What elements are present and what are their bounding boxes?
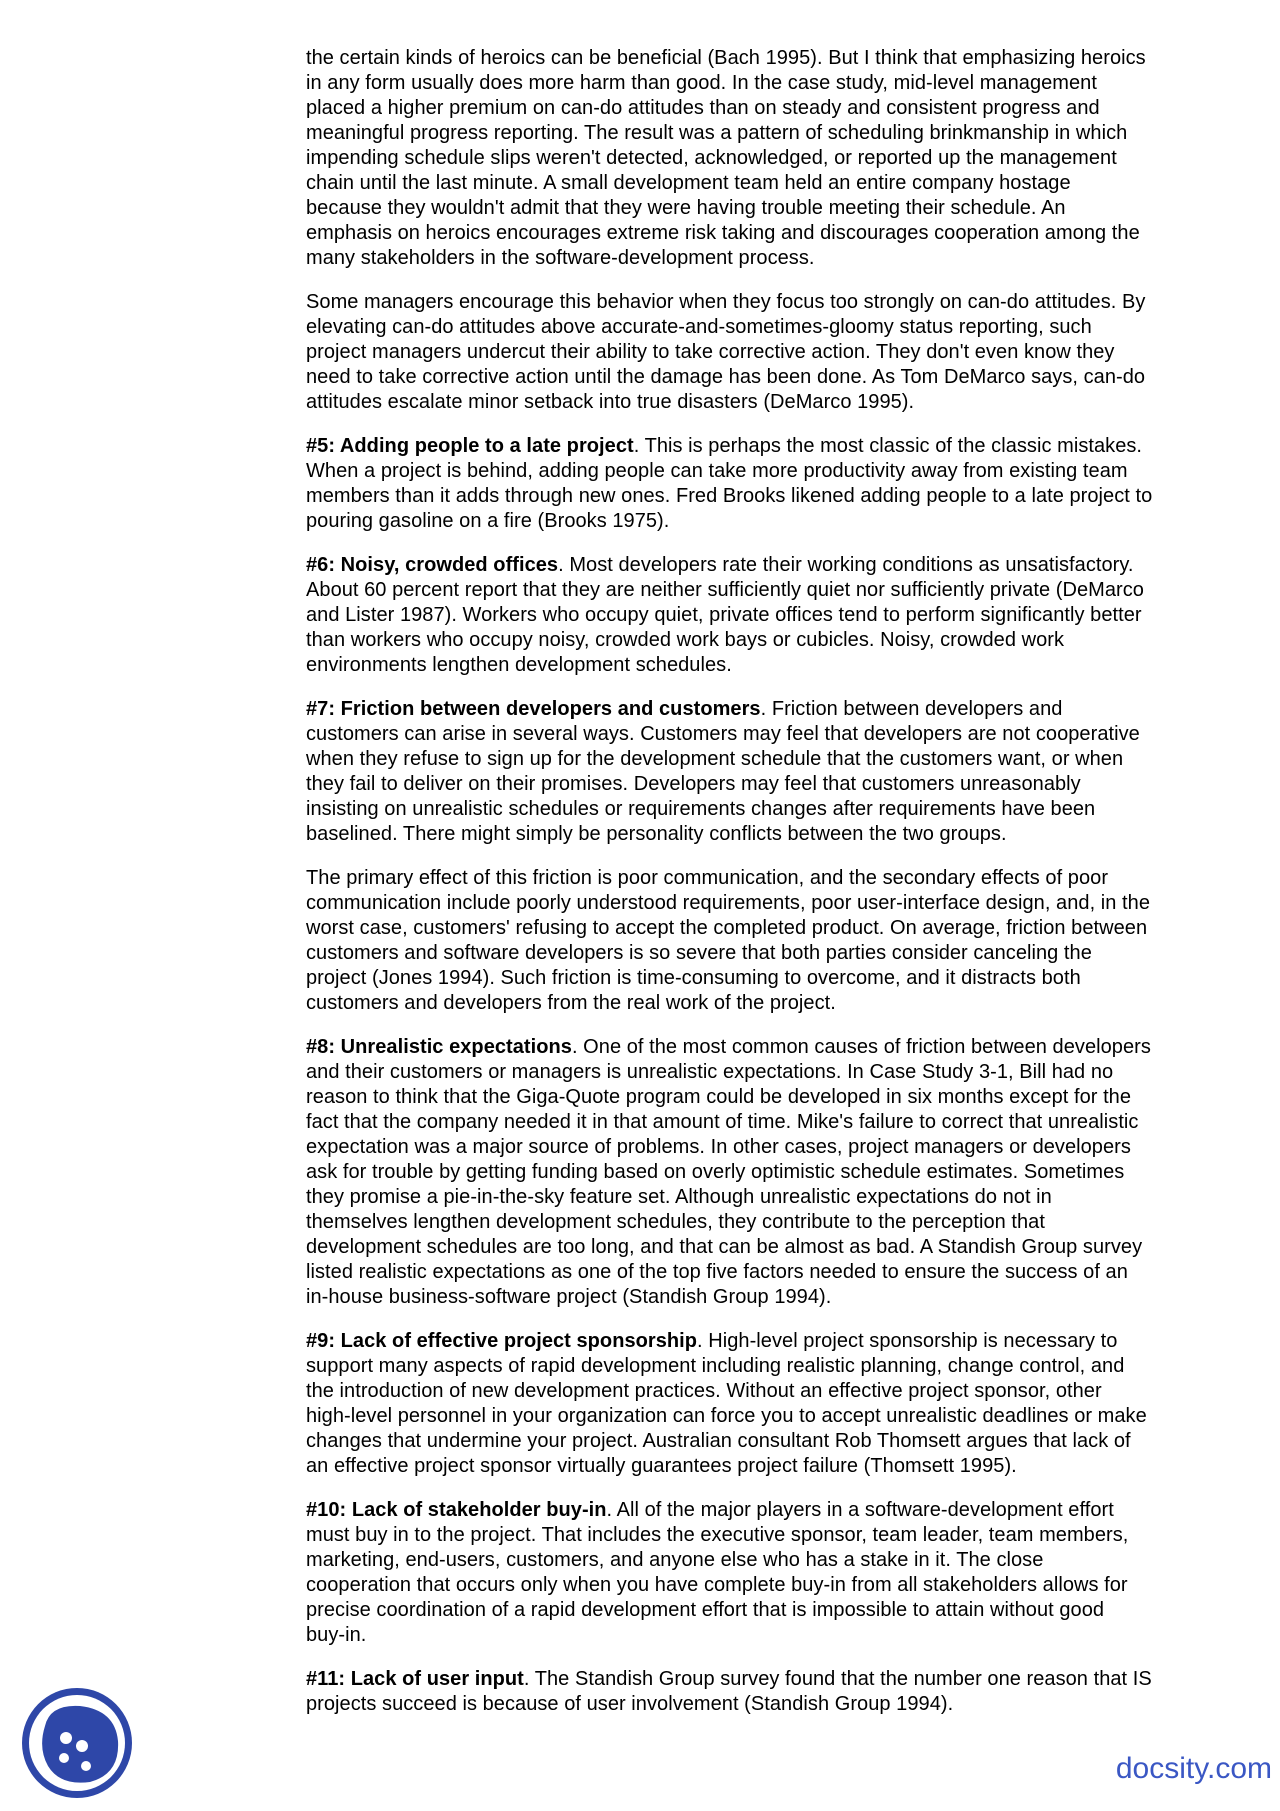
paragraph xyxy=(306,866,1214,1016)
paragraph xyxy=(306,1667,1214,1717)
paragraph-heading: #10: Lack of stakeholder buy-in xyxy=(306,1499,607,1521)
paragraph-heading: #5: Adding people to a late project xyxy=(306,435,634,457)
paragraph xyxy=(306,290,1214,415)
paragraph-text: . The Standish Group survey found that the number one reason that IS projects succeed is because of user involvement (Standish Group 1994). xyxy=(306,1668,1152,1715)
paragraph-text: . Most developers rate their working conditions as unsatisfactory. About 60 percent report that they are neither sufficiently quiet nor sufficiently private (DeMarco and Lister 1987). Workers who occupy quiet, private offices tend to perform significantly better than workers who occupy noisy, crowded work bays or cubicles. Noisy, crowded work environments lengthen development schedules. xyxy=(306,554,1144,676)
document-body xyxy=(306,46,1214,1717)
paragraph xyxy=(306,1035,1214,1310)
paragraph-heading: #8: Unrealistic expectations xyxy=(306,1036,572,1058)
paragraph-text: . All of the major players in a software-development effort must buy in to the project. That includes the executive sponsor, team leader, team members, marketing, end-users, customers, and anyone else who has a stake in it. The close cooperation that occurs only when you have complete buy-in from all stakeholders allows for precise coordination of a rapid development effort that is impossible to attain without good buy-in. xyxy=(306,1499,1129,1646)
paragraph xyxy=(306,553,1214,678)
paragraph-heading: #11: Lack of user input xyxy=(306,1668,524,1690)
paragraph xyxy=(306,1498,1214,1648)
paragraph xyxy=(306,46,1214,271)
paragraph-text: . Friction between developers and customers can arise in several ways. Customers may feel that developers are not cooperative when they refuse to sign up for the development schedule that the customers want, or when they fail to deliver on their promises. Developers may feel that customers unreasonably insisting on unrealistic schedules or requirements changes after requirements have been baselined. There might simply be personality conflicts between the two groups. xyxy=(306,698,1140,845)
paragraph xyxy=(306,1329,1214,1479)
paragraph-heading: #6: Noisy, crowded offices xyxy=(306,554,559,576)
paragraph-text: . High-level project sponsorship is necessary to support many aspects of rapid development including realistic planning, change control, and the introduction of new development practices. Without an effective project sponsor, other high-level personnel in your organization can force you to accept unrealistic deadlines or make changes that undermine your project. Australian consultant Rob Thomsett argues that lack of an effective project sponsor virtually guarantees project failure (Thomsett 1995). xyxy=(306,1330,1147,1477)
paragraph-heading: #7: Friction between developers and customers xyxy=(306,698,761,720)
paragraph-text: The primary effect of this friction is poor communication, and the secondary effects of poor communication include poorly understood requirements, poor user-interface design, and, in the worst case, customers' refusing to accept the completed product. On average, friction between customers and software developers is so severe that both parties consider canceling the project (Jones 1994). Such friction is time-consuming to overcome, and it distracts both customers and developers from the real work of the project. xyxy=(306,867,1151,1014)
document-page xyxy=(306,46,1214,1746)
docsity-brand-link[interactable]: docsity.com xyxy=(1115,1752,1272,1785)
paragraph xyxy=(306,434,1214,534)
paragraph-heading: #9: Lack of effective project sponsorship xyxy=(306,1330,698,1352)
paragraph-text: the certain kinds of heroics can be beneficial (Bach 1995). But I think that emphasizing heroics in any form usually does more harm than good. In the case study, mid-level management placed a higher premium on can-do attitudes than on steady and consistent progress and meaningful progress reporting. The result was a pattern of scheduling brinkmanship in which impending schedule slips weren't detected, acknowledged, or reported up the management chain until the last minute. A small development team held an entire company hostage because they wouldn't admit that they were having trouble meeting their schedule. An emphasis on heroics encourages extreme risk taking and discourages cooperation among the many stakeholders in the software-development process. xyxy=(306,47,1146,269)
paragraph-text: Some managers encourage this behavior when they focus too strongly on can-do attitudes. By elevating can-do attitudes above accurate-and-sometimes-gloomy status reporting, such project managers undercut their ability to take corrective action. They don't even know they need to take corrective action until the damage has been done. As Tom DeMarco says, can-do attitudes escalate minor setback into true disasters (DeMarco 1995). xyxy=(306,291,1146,413)
paragraph-text: . One of the most common causes of friction between developers and their customers or managers is unrealistic expectations. In Case Study 3-1, Bill had no reason to think that the Giga-Quote program could be developed in six months except for the fact that the company needed it in that amount of time. Mike's failure to correct that unrealistic expectation was a major source of problems. In other cases, project managers or developers ask for trouble by getting funding based on overly optimistic schedule estimates. Sometimes they promise a pie-in-the-sky feature set. Although unrealistic expectations do not in themselves lengthen development schedules, they contribute to the perception that development schedules are too long, and that can be almost as bad. A Standish Group survey listed realistic expectations as one of the top five factors needed to ensure the success of an in-house business-software project (Standish Group 1994). xyxy=(306,1036,1151,1308)
paragraph-text: . This is perhaps the most classic of the classic mistakes. When a project is behind, adding people can take more productivity away from existing team members than it adds through new ones. Fred Brooks likened adding people to a late project to pouring gasoline on a fire (Brooks 1975). xyxy=(306,435,1153,532)
docsity-ladybug-logo-icon[interactable] xyxy=(20,1686,135,1801)
paragraph xyxy=(306,697,1214,847)
